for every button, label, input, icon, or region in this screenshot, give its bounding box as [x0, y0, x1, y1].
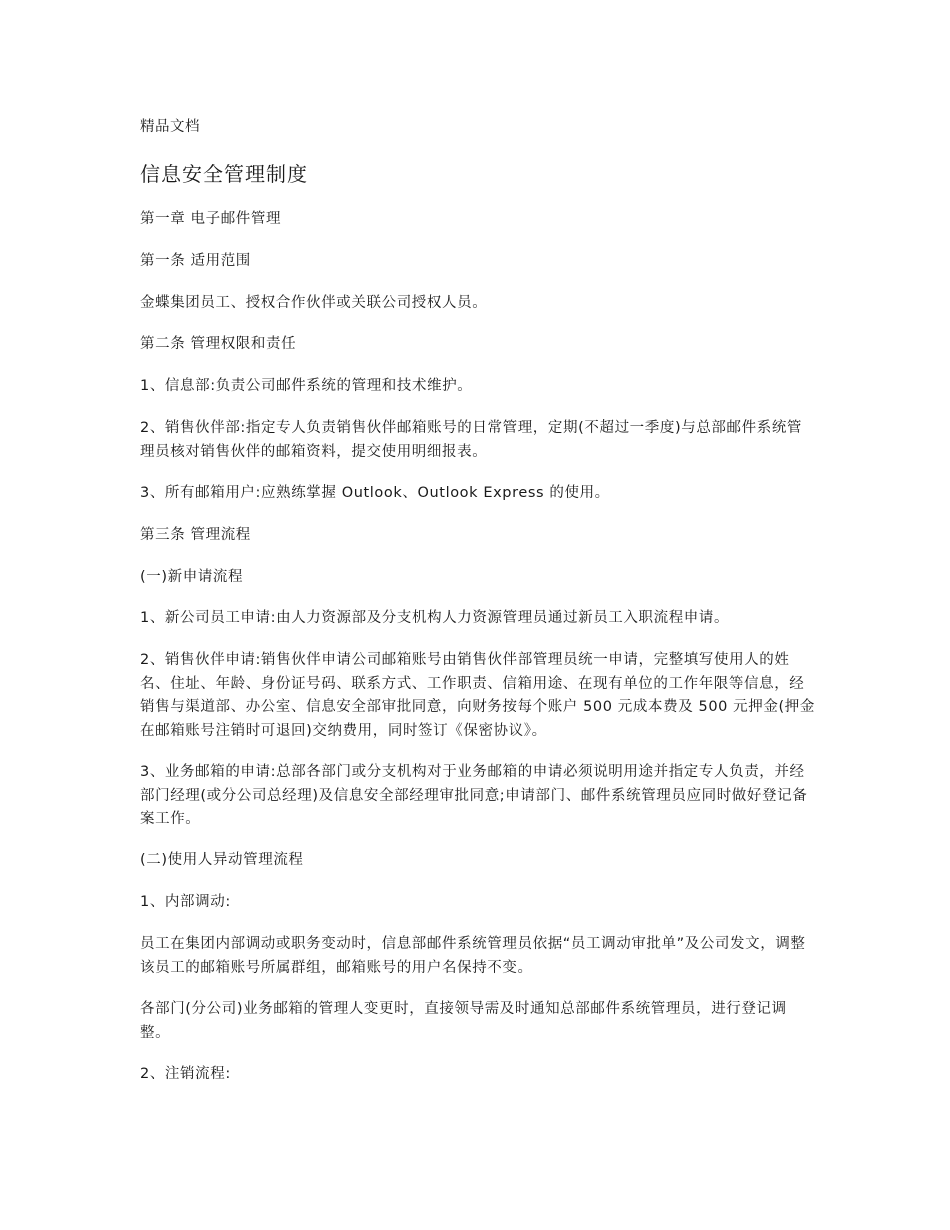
- list-item: 1、内部调动:: [140, 894, 231, 910]
- list-item: 3、所有邮箱用户:应熟练掌握 Outlook、Outlook Express 的使用。: [140, 485, 610, 501]
- article-heading: 第三条 管理流程: [140, 527, 251, 543]
- article-heading: 第二条 管理权限和责任: [140, 336, 297, 352]
- paragraph: 金蝶集团员工、授权合作伙伴或关联公司授权人员。: [140, 295, 488, 311]
- document-title: 信息安全管理制度: [140, 162, 308, 186]
- list-item: 2、注销流程:: [140, 1066, 231, 1082]
- list-item: 1、信息部:负责公司邮件系统的管理和技术维护。: [140, 378, 473, 394]
- section-heading: (一)新申请流程: [140, 569, 244, 585]
- paragraph: 员工在集团内部调动或职务变动时，信息部邮件系统管理员依据“员工调动审批单”及公司发文，调整该员工的邮箱账号所属群组，邮箱账号的用户名保持不变。: [140, 936, 806, 976]
- chapter-heading: 第一章 电子邮件管理: [140, 211, 282, 227]
- list-item: 2、销售伙伴申请:销售伙伴申请公司邮箱账号由销售伙伴部管理员统一申请，完整填写使用人的姓名、住址、年龄、身份证号码、联系方式、工作职责、信箱用途、在现有单位的工作年限等信息，经销售与渠道部、办公室、信息安全部审批同意，向财务按每个账户 500 元成本费及 500 元押金(押金在邮箱账号注销时可退回)交纳费用，同时签订《保密协议》。: [140, 652, 815, 739]
- list-item: 1、新公司员工申请:由人力资源部及分支机构人力资源管理员通过新员工入职流程申请。: [140, 610, 730, 626]
- document-header: 精品文档: [140, 119, 200, 135]
- section-heading: (二)使用人异动管理流程: [140, 852, 304, 868]
- article-heading: 第一条 适用范围: [140, 253, 251, 269]
- paragraph: 各部门(分公司)业务邮箱的管理人变更时，直接领导需及时通知总部邮件系统管理员，进行登记调整。: [140, 1001, 787, 1041]
- list-item: 2、销售伙伴部:指定专人负责销售伙伴邮箱账号的日常管理，定期(不超过一季度)与总部邮件系统管理员核对销售伙伴的邮箱资料，提交使用明细报表。: [140, 420, 803, 460]
- list-item: 3、业务邮箱的申请:总部各部门或分支机构对于业务邮箱的申请必须说明用途并指定专人负责，并经部门经理(或分公司总经理)及信息安全部经理审批同意;申请部门、邮件系统管理员应同时做好登记备案工作。: [140, 764, 808, 827]
